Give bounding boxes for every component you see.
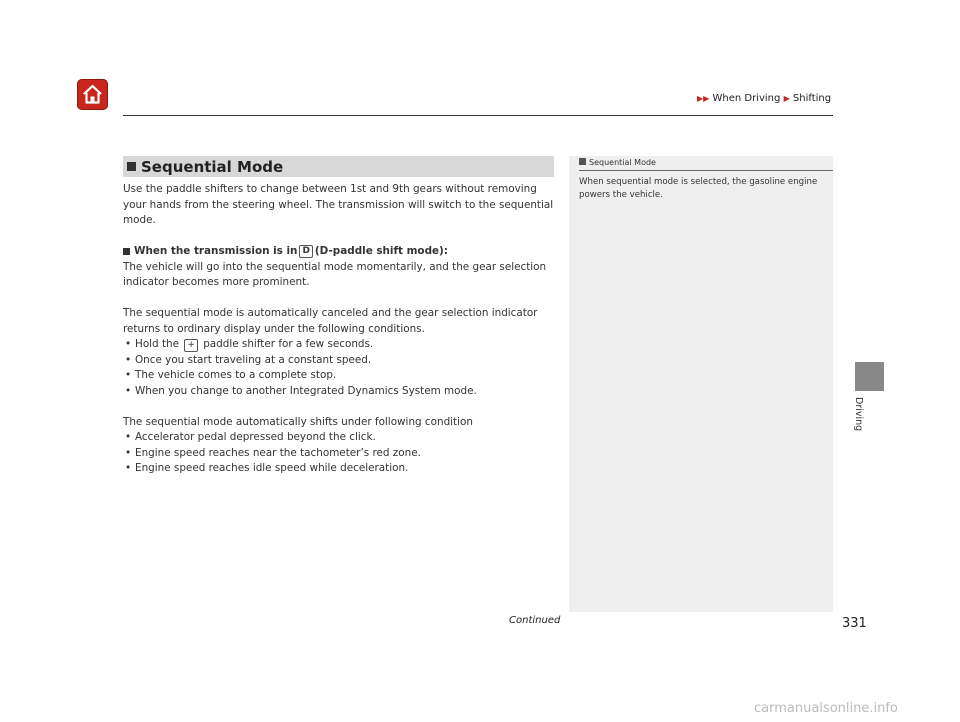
- main-content: [123, 182, 555, 477]
- hold-text: Hold the: [135, 338, 180, 350]
- breadcrumb-item-when-driving[interactable]: When Driving: [712, 93, 781, 104]
- section-title: Sequential Mode: [141, 157, 284, 176]
- list-item: • Engine speed reaches idle speed while deceleration.: [123, 461, 555, 477]
- section-square-icon: [127, 162, 136, 171]
- intro-paragraph: Use the paddle shifters to change between 1st and 9th gears without removing your hands from the steering wheel. The transmission will switch to the sequential mode.: [123, 183, 554, 226]
- breadcrumb-arrow-icon: ▶▶: [697, 94, 710, 103]
- side-tab-label: Driving: [853, 397, 864, 432]
- section-header: [123, 156, 554, 177]
- auto-shift-conditions-list: [123, 430, 555, 477]
- plus-paddle-key: +: [184, 339, 198, 352]
- note-panel: [569, 156, 833, 612]
- list-item: • When you change to another Integrated Dynamics System mode.: [123, 384, 555, 400]
- note-title: [579, 158, 833, 171]
- sub-heading-after: (D-paddle shift mode):: [314, 245, 448, 257]
- hold-text-after: paddle shifter for a few seconds.: [203, 338, 374, 350]
- paragraph-momentary: The vehicle will go into the sequential mode momentarily, and the gear selection indicator becomes more prominent.: [123, 260, 547, 288]
- sub-heading: [123, 244, 555, 260]
- list-item: • The vehicle comes to a complete stop.: [123, 368, 555, 384]
- sub-heading-before: When the transmission is in: [134, 245, 298, 257]
- side-tab-driving[interactable]: [855, 362, 884, 391]
- breadcrumb-item-shifting[interactable]: Shifting: [792, 93, 832, 104]
- continued-label: Continued: [509, 615, 561, 626]
- note-text: When sequential mode is selected, the gasoline engine powers the vehicle.: [579, 177, 818, 200]
- home-icon[interactable]: [77, 79, 108, 110]
- paragraph-auto-shift: The sequential mode automatically shifts under following condition: [123, 415, 473, 428]
- header-rule: [123, 115, 833, 116]
- cancel-conditions-list: [123, 337, 555, 399]
- note-marker-icon: [579, 158, 586, 165]
- watermark: carmanualsonline.info: [754, 701, 898, 716]
- subheading-square-icon: [123, 248, 130, 255]
- list-item: • Accelerator pedal depressed beyond the click.: [123, 430, 555, 446]
- list-item: • Engine speed reaches near the tachometer’s red zone.: [123, 446, 555, 462]
- page-number: 331: [842, 616, 867, 631]
- note-title-text: Sequential Mode: [589, 158, 656, 167]
- list-item: • Once you start traveling at a constant speed.: [123, 353, 555, 369]
- paragraph-canceled: The sequential mode is automatically canceled and the gear selection indicator returns to ordinary display under the following conditions.: [123, 307, 538, 335]
- list-item: [123, 337, 555, 353]
- d-position-key: D: [299, 245, 312, 258]
- breadcrumb-arrow-icon: ▶: [783, 94, 790, 103]
- breadcrumb: [697, 93, 831, 104]
